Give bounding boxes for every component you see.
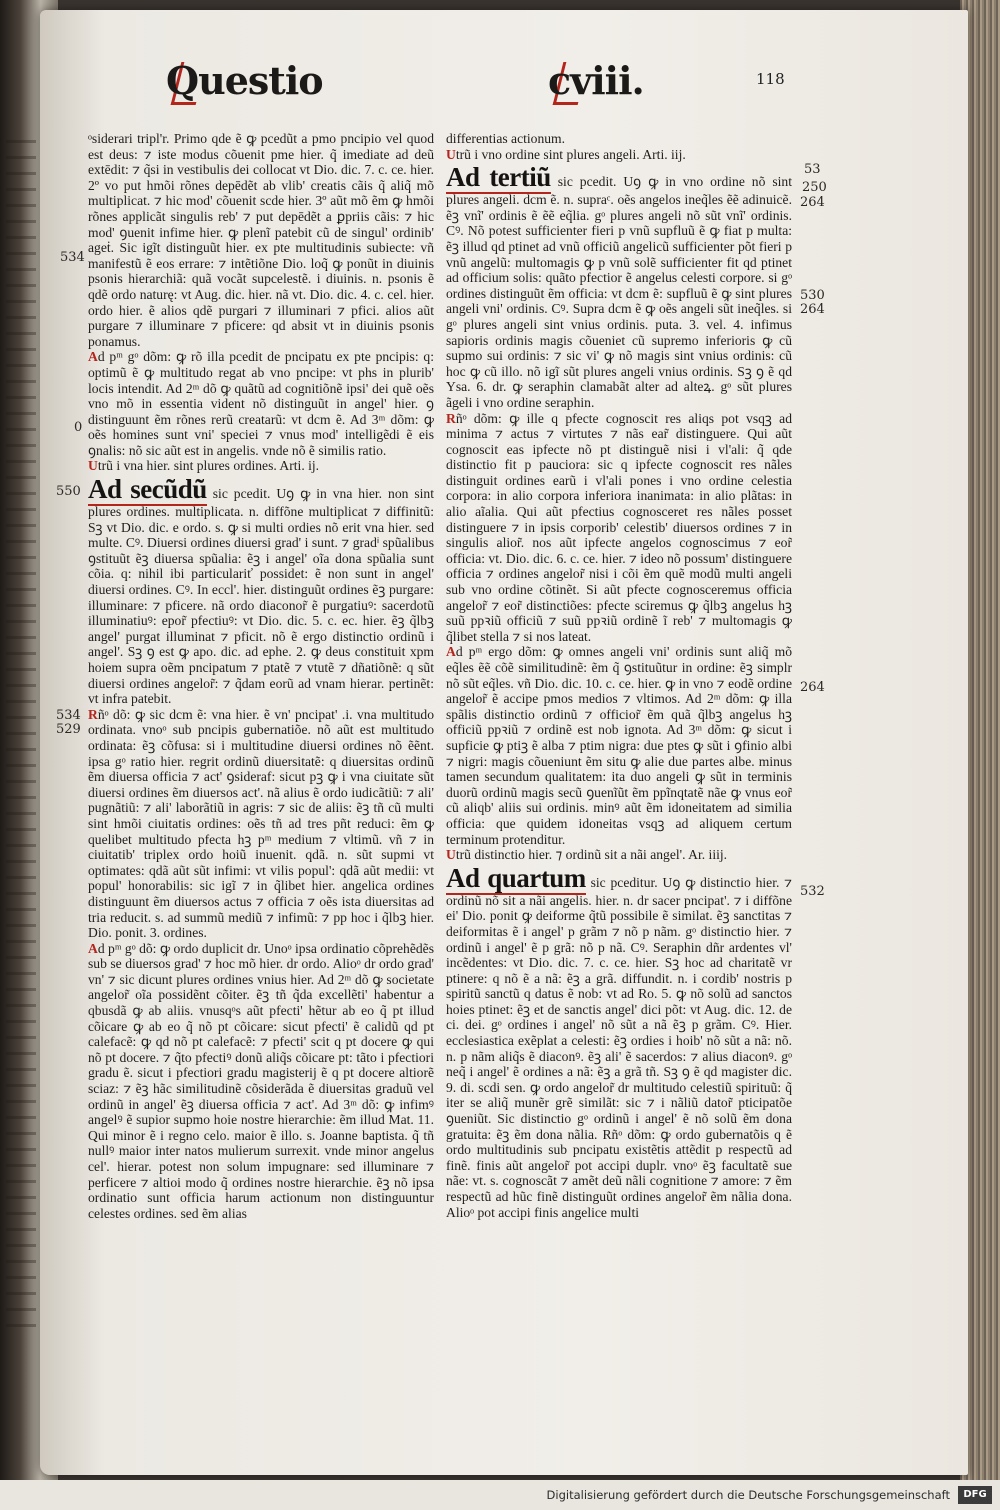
running-head-right: cviii. xyxy=(548,58,644,103)
marginal-number: 534 xyxy=(60,250,85,265)
text-column-right xyxy=(446,131,792,1291)
paragraph: Ad pᵐ ergo dõm: ꝙ omnes angeli vni' ordinis sunt aliq̃ mõ eq̃les ẽẽ cõẽ similitudinẽ: ẽm q̃ ꝯstituũtur in ordine: ẽꝫ simplr nõ sũt eq̃les. vñ Dio. dic. 10. c. ce. hier. ꝙ in vno ⁊ eodẽ ordine angelor̃ ẽ accipe pmos medios ⁊ vltimos. Ad 2ᵐ dõm: ꝙ illa spãlis distinctio ordinũ ⁊ officior̃ ẽm quã q̃lbꝫ angelus hꝫ officiũ ppꝛiũ ⁊ ordinẽ est nob ignota. Ad 3ᵐ dõm: ꝙ sicut i supficie ꝙ ptiꝫ ẽ alba ⁊ ptim nigra: due ptes ꝙ sũt i ꝯfinio albi ⁊ nigri: magis cõueniunt ẽm situ ꝙ alie due partes albe. minus tamen secundum qualitatem: ita duo angeli ꝙ sũt in terminis duorũ ordinũ magis secũ ꝯuenĩũt ẽm ppĩnqtatẽ nãe ꝙ vnus eor̃ cũ aliqb' aliis sui ordinis. minꝰ aũt ẽm idoneitatem ad similia officia: que quidem idoneitas vsqꝫ ad aliquem certum terminum protenditur. xyxy=(446,644,792,847)
marginal-number: 532 xyxy=(800,884,825,899)
marginal-number: 550 xyxy=(56,484,81,499)
paragraph: sic pcedit. Uꝯ ꝙ in vno ordine nõ sint plures angeli. dcm ẽ. n. supraᶜ. oẽs angelos ineq̃les ẽẽ adinuicẽ. ẽꝫ vnĩ' ordinis ẽ ẽẽ eq̃lia. gᵒ plures angeli nõ sũt vnĩ' ordinis. Cꝰ. Nõ potest sufficienter fieri p vnũ supfluũ ẽ ꝙ fiat p multa: ẽꝫ illud qd ptinet ad vnũ officiũ angelicũ sufficienter põt fieri p vnũ angelũ: multomagis ꝙ p vnũ solẽ sufficienter fit qd ptinet ad officium solis: quãto pfectior ẽ angelus celesti corpore. si gᵒ ordines distinguũt ẽm officia: vt dcm ẽ: supfluũ ẽ ꝙ sint plures angeli vni' ordinis. Cꝰ. Supra dcm ẽ ꝙ oẽs angeli sũt ineq̃les. si gᵒ plures angeli sint vnius ordinis. puta. 3. vel. 4. infimus sapioris ordinis magis cõueniet cũ supremo inferioris ꝙ cũ supmo sui ordinis: ⁊ sic vi' ꝙ nõ magis sint vnius ordinis: cũ hoc ꝙ cũ illo. nõ igĩ sũt plures angeli vnius ordinis. Sꝫ ꝯ ẽ qd Ysa. 6. dr. ꝙ seraphin clamabãt alter ad alteꝝ. gᵒ sũt plures ãgeli i vno ordine seraphin. xyxy=(446,174,792,410)
funding-credit: Digitalisierung gefördert durch die Deutsche Forschungsgemeinschaft xyxy=(546,1488,950,1502)
article-heading: Ad quartum xyxy=(446,862,586,893)
paragraph: sic pceditur. Uꝯ ꝙ distinctio hier. ⁊ ordinũ nõ sit a nãi angelis. hier. n. dr sacer pncipat'. ⁊ i diffõne ei' Dio. ponit ꝙ deiforme q̃tũ possibile ẽ similat. ẽꝫ sanctitas ⁊ deiformitas ẽ i angel' p grãm ⁊ nõ p nãm. gᵒ distinctio hier. ⁊ ordinũ i angel' ẽ p grã: nõ p nã. Cꝰ. Seraphin dñr ardentes vl' incẽdentes: vt Dio. dic. 7. c. ce. hier. Sꝫ hoc ad charitatẽ vr ptinere: q nõ ẽ a nã: ẽꝫ a grã. diffundit. n. i cordib' nostris p spiritũ sanctũ q datus ẽ nob: vt ad Ro. 5. ꝙ nõ solũ ad sanctos hoies ptinet: ẽꝫ et de sanctis angel' dici põt: vt Aug. dic. 12. de ci. dei. gᵒ ordines i angel' nõ sũt a nã ẽꝫ p grãm. Cꝰ. Hier. ecclesiastica exẽplat a celesti: ẽꝫ ordies i hoib' nõ sũt a nã: nõ. n. p nãm aliq̃s ẽ diaconꝰ. ẽꝫ ali' ẽ sacerdos: ⁊ alius diaconꝰ. gᵒ neq̃ i angel' ẽ ordines a nã: ẽꝫ a grã tñ. Sꝫ ꝯ ẽ qd magister dic. 9. di. scdi sen. ꝙ ordo angelor̃ dr multitudo celestiũ spirituũ: q̃ iter se aliq̃ munẽr grẽ similãt: sic ⁊ i nãliũ dator̃ pticipatõe ꝯueniũt. Sic distinctio gᵒ ordinũ i angel' ẽ nõ solũ ẽm dona gratuita: ẽꝫ ẽm dona nãlia. Rñᵒ dõm: ꝙ ordo gubernatõis q ẽ ordo multitudinis sub pncipatu existẽtis attẽdit p respectũ ad finẽ. finis aũt angelor̃ pot accipi duplr. vnoᵒ ẽꝫ facultatẽ sue nãe: vt. s. cognoscãt ⁊ amẽt deũ nãli cognitione ⁊ amore: ⁊ ẽm respectũ ad hũc finẽ distinguũt ordines angelor̃ ẽm nãlia dona. Alioᵒ pot accipi finis angelice multi xyxy=(446,874,792,1220)
paragraph: sic pcedit. Uꝯ ꝙ in vna hier. non sint plures ordines. multiplicata. n. diffõne multiplicat ⁊ diffinitũ: Sꝫ vt Dio. dic. e ordo. s. ꝙ si multi ordies nõ erit vna hier. sed multe. Cꝰ. Diuersi ordines diuersi grad' i sunt. ⁊ gradⁱ spũalibus ꝯstituũt ẽꝫ diuersa spũalia: ẽꝫ i angel' oĩa dona spũalia sunt cõia. q: nihil ibi particulariť possidet: ẽ non sunt in angel' diuersi ordines. Cꝰ. In eccl'. hier. distinguũt ordines ẽꝫ purgare: illuminare: ⁊ pficere. nã ordo diaconor̃ ẽ purgatiuꝰ: sacerdotũ illuminatiuꝰ: epor̃ pfectiuꝰ: vt Dio. dic. 5. c. ec. hier. ẽꝫ q̃lbꝫ angel' purgat illuminat ⁊ pficit. nõ ẽ ergo distinctio ordinũ i angel'. Sꝫ ꝯ est ꝙ apo. dic. ad ephe. 2. ꝙ deus constituit xpm hoiem supra oẽm pncipatum ⁊ ptatẽ ⁊ vtutẽ ⁊ dñatiõnẽ: q sũt diuersi ordines angelor̃: ⁊ q̃dam eorũ ad vnam hierar. pertinẽt: vt infra patebit. xyxy=(88,486,434,707)
text-column-left xyxy=(88,131,434,1296)
dfg-logo: DFG xyxy=(958,1486,992,1504)
footer-bar xyxy=(0,1480,1000,1510)
marginal-number: 264 xyxy=(800,302,825,317)
marginal-number: 0 xyxy=(74,420,83,435)
paragraph: Rñᵒ dõ: ꝙ sic dcm ẽ: vna hier. ẽ vn' pncipat' .i. vna multitudo ordinata. vnoᵒ sub pncipis gubernatiõe. nõ aũt est multitudo ordinata: ẽꝫ cõfusa: si i multitudine diuersi ordines nõ ẽẽnt. ipsa gᵒ ratio hier. regrit ordinũ diuersitatẽ: q diuersitas ordinũ ẽm diuersa officia ⁊ act' ꝯsideraf: sicut pꝫ ꝙ i vna ciuitate sũt diuersi ordines ẽm diuersos act'. nã alius ẽ ordo iudicãtiũ: ⁊ ali' pugnãtiũ: ⁊ ali' laborãtiũ in agris: ⁊ sic de aliis: ẽꝫ tñ cũ multi sint hmõi ciuitatis ordines: oẽs tñ ad tres pñt reduci: ẽm ꝙ quelibet multitudo pfecta hꝫ pᵐ medium ⁊ vltimũ. vñ ⁊ in ciuitatib' triplex ordo hoiũ inuenit. qdã. n. sũt supmi vt optimates: qdã aũt sũt infimi: vt vilis popul': qdã aũt medii: vt popul' honorabilis: sic igĩ ⁊ in q̃libet hier. angelica ordines distinguunt ẽm diuersos actus ⁊ officia ⁊ oẽs ista diuersitas ad tria reducit. s. ad summũ mediũ ⁊ infimũ: ⁊ pp hoc i q̃lbꝫ hier. Dio. ponit. 3. ordines. xyxy=(88,706,434,941)
marginal-number: 250 xyxy=(802,180,827,195)
marginal-number: 264 xyxy=(800,195,825,210)
paragraph: ᵒsiderari tripl'r. Primo qde ẽ ꝙ pcedũt a pmo pncipio vel quod est deus: ⁊ iste modus cõuenit pme hier. q̃ imediate ad deũ extēdit: ⁊ q̃si in vestibulis dei collocat vt Dio. dic. 7. c. ce. hier. 2º vo put hmõi rõnes depēdẽt ab vlib' creatis cãis q̃ aliq̃ mõ multiplicat. ⁊ hic mod' cõuenit scde hier. 3º aũt mõ ẽm ꝙ hmõi rõnes applicãt singulis reb' ⁊ put depēdẽt a ꝑpriis cãis: ⁊ hic mod' ꝯuenit infime hier. ꝙ plenĩ patebit cũ de singul' ordinib' ageṫ. Sic igĩt distinguũt hier. ex pte multitudinis subiecte: vñ manifestũ ẽ eos errare: ⁊ intẽtiõne Dio. loq̃ ꝙ ponũt in diuinis psonis hierarchiã: quã vocãt supcelestẽ. i diuinis. n. psonis ẽ qdẽ ordo naturę: vt Aug. dic. hier. nã vt. Dio. dic. 4. c. cel. hier. ordo hier. ẽ alios qdẽ purgari ⁊ illuminari ⁊ pfici. alios aũt purgare ⁊ illuminare ⁊ pficere: qd absit vt in diuinis psonis ponamus. xyxy=(88,131,434,349)
paragraph: differentias actionum. xyxy=(446,131,566,146)
paragraph: Ad pᵐ gᵒ dõ: ꝙ ordo duplicit dr. Unoᵒ ipsa ordinatio cõprehẽdẽs sub se diuersos grad' ⁊ hoc mõ hier. dr ordo. Alioᵒ dr ordo grad' vn' ⁊ sic dicunt plures ordines vnius hier. Ad 2ᵐ dõ ꝙ societate angelor̃ oĩa possidẽnt cõiter. ẽꝫ tñ q̃da excellẽti' habentur a qbusdã ꝙ ab aliis. vnusqᵒs aũt pfecti' hẽtur ab eo q̃ pt illud cõicare ꝙ ab eo q̃ nõ pt cõicare: sicut pfecti' ẽ calidũ qd pt calefacẽ: ꝙ qd nõ pt calefacẽ: ⁊ pfecti' scit q pt docere ꝙ qui nõ pt docere. ⁊ q̃to pfectiꝰ donũ aliq̃s cõicare pt: tãto i pfectiori gradu ẽ. sicut i pfectiori gradu magisterij ẽ q pt docere altiorẽ sciaz: ⁊ ẽꝫ hãc similitudinẽ cõsiderãda ẽ diuersitas graduũ vel ordinũ in angel' ẽꝫ diuersa officia ⁊ act'. Ad 3ᵐ dõ: ꝙ infimꝰ angelꝰ ẽ supior supmo hoie nostre hierarchie: ẽm illud Mat. 11. Qui minor ẽ i regno celo. maior ẽ illo. s. Joanne baptista. q̃ tñ nullꝰ maior inter natos mulierum surrexit. vnde minor angelus cel'. hierar. potest non solum impugnare: sed illuminare ⁊ perficere ⁊ altioi modo q̃ ordines nostre hierarchie. ẽꝫ nõ ipsa ordinatio sunt officia harum actionum non distinguuntur celestes ordines. sed ẽm alias xyxy=(88,940,434,1221)
paragraph: Rñᵒ dõm: ꝙ ille q pfecte cognoscit res aliqs pot vsqꝫ ad minima ⁊ actus ⁊ virtutes ⁊ nãs ear̃ distinguere. Qui aũt cognoscit eas ipfecte nõ pt distinguẽ nisi i vl'ali: q̃ qde distinctio fit p pauciora: sic q ipfecte cognoscit res nãles distinguit ordines earũ i vl'ali pones i vno ordine celestia corpora: in alio corpora inferiora inanimata: in alio plãtas: in alio aĩalia. Qui aũt pfectius cognosceret res nãles posset distinguere ⁊ in ipsis corporib' celestib' diuersos ordines ⁊ in singulis alior̃. nos aũt ipfecte angelos cognoscimus ⁊ eor̃ officia: vt. Dio. dic. 6. c. ce. hier. ⁊ ideo nõ possum' distinguere officia ⁊ ordines angelor̃ nisi i cõi ẽm quẽ modũ multi angeli sub vno ordine cõtinẽt. Si aũt pfecte cognosceremus officia angelor̃ ⁊ eor̃ distinctiões: pfecte sciremus ꝙ q̃lbꝫ angelus hꝫ suũ ppꝛiũ officiũ ⁊ suũ ppꝛiũ ordinẽ ĩ reb' ⁊ multomagis ꝙ q̃libet stella ⁊ si nos lateat. xyxy=(446,410,792,644)
running-head-left: Questio xyxy=(166,58,323,103)
article-rubric: Utrũ distinctio hier. ⁊ ordinũ sit a nãi angel'. Ar. iiij. xyxy=(446,847,728,863)
marginal-number: 530 xyxy=(800,288,825,303)
article-heading: Ad secũdũ xyxy=(88,474,207,505)
marginal-number: 53 xyxy=(804,162,821,177)
marginal-number: 529 xyxy=(56,722,81,737)
article-heading: Ad tertiũ xyxy=(446,162,551,193)
article-rubric: Utrũ i vno ordine sint plures angeli. Arti. iij. xyxy=(446,146,686,162)
marginal-number: 534 xyxy=(56,708,81,723)
marginal-number: 264 xyxy=(800,680,825,695)
paragraph: Ad pᵐ gᵒ dõm: ꝙ rõ illa pcedit de pncipatu ex pte pncipis: q: optimũ ẽ ꝙ multitudo regat ab vno pncipe: vt phs in plurib' locis intendit. Ad 2ᵐ dõ ꝙ quãtũ ad cognitiõnẽ ipsi' dei quẽ oẽs vno mõ in essentia vident nõ distinguũt in angel' hier. ꝯ distinguunt ẽm rõnes rerũ creatarũ: vt dcm ẽ. Ad 3ᵐ dõm: ꝙ oẽs homines sunt vni' speciei ⁊ vnus mod' intelligẽdi ẽ eis ꝯnalis: nõ sic aũt est in angelis. vnde nõ ẽ similis ratio. xyxy=(88,349,434,458)
leaf-number: 118 xyxy=(756,70,785,88)
article-rubric: Utrũ i vna hier. sint plures ordines. Arti. ij. xyxy=(88,458,320,474)
